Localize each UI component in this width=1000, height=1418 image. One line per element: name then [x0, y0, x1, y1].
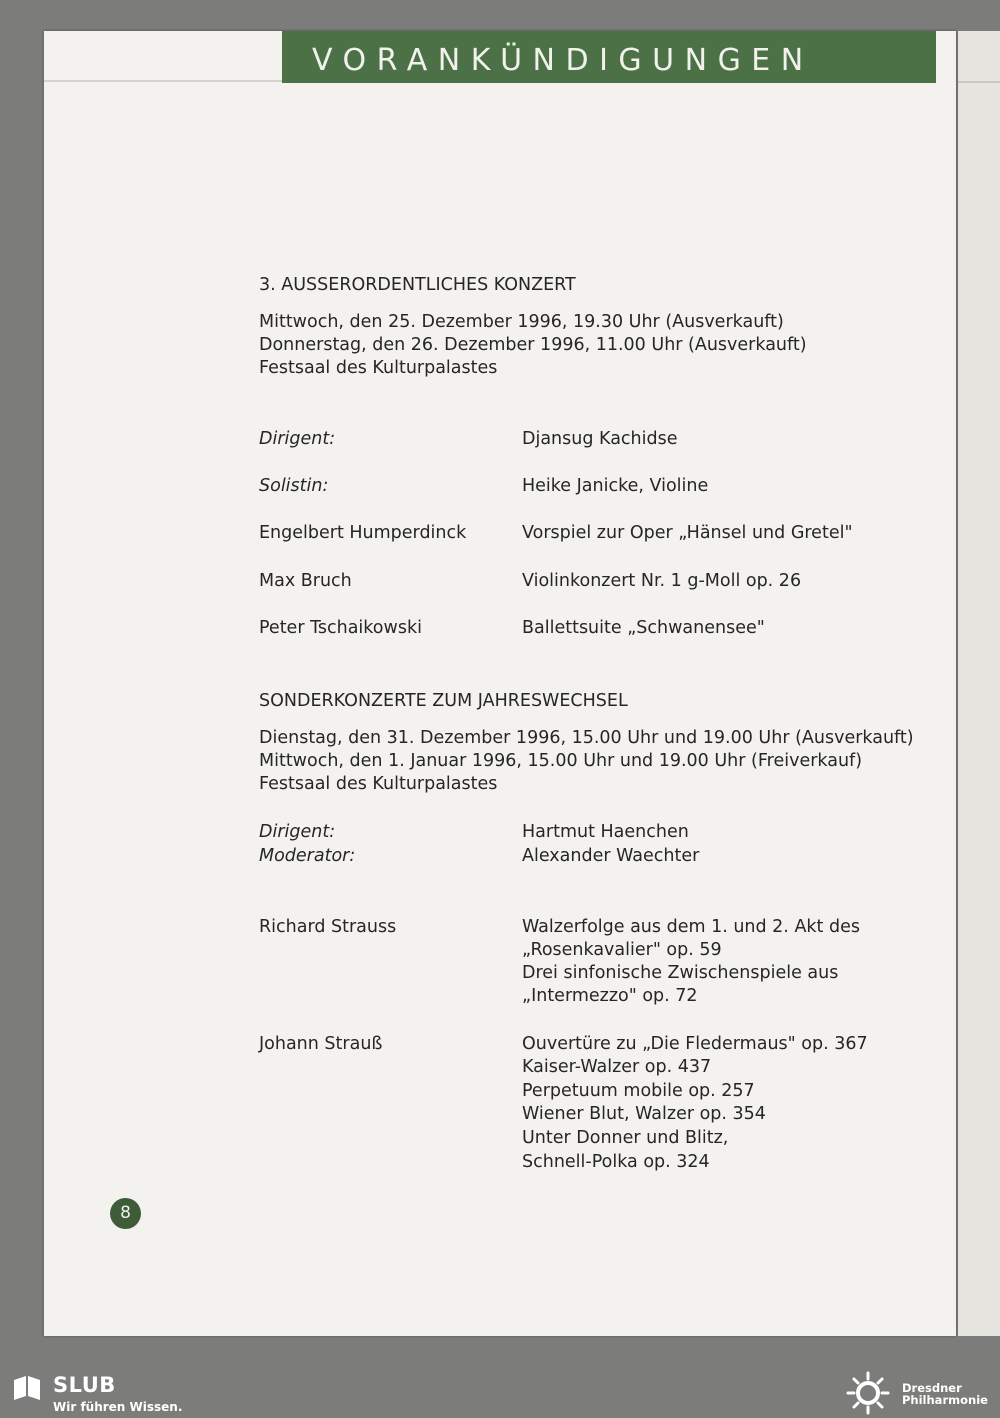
concert2-role-conductor: Dirigent:: [259, 822, 336, 842]
concert2-work-2-line-1: Ouvertüre zu „Die Fledermaus" op. 367: [522, 1034, 868, 1054]
concert2-work-2-line-4: Wiener Blut, Walzer op. 354: [522, 1104, 766, 1124]
concert2-role-moderator: Moderator:: [259, 846, 356, 866]
concert1-conductor-name: Djansug Kachidse: [522, 429, 678, 449]
concert2-date-2: Mittwoch, den 1. Januar 1996, 15.00 Uhr und 19.00 Uhr (Freiverkauf): [259, 751, 863, 771]
concert1-work-3: Ballettsuite „Schwanensee": [522, 618, 765, 638]
viewer-footer: [0, 1368, 1000, 1418]
concert2-date-1: Dienstag, den 31. Dezember 1996, 15.00 Uhr und 19.00 Uhr (Ausverkauft): [259, 728, 914, 748]
orchestra-name-line-2: Philharmonie: [902, 1393, 988, 1407]
concert2-work-2-line-6: Schnell-Polka op. 324: [522, 1152, 710, 1172]
library-tagline: Wir führen Wissen.: [53, 1400, 183, 1414]
page-number: 8: [110, 1198, 141, 1229]
concert1-soloist-name: Heike Janicke, Violine: [522, 476, 709, 496]
concert1-work-2: Violinkonzert Nr. 1 g-Moll op. 26: [522, 571, 802, 591]
concert2-venue: Festsaal des Kulturpalastes: [259, 774, 498, 794]
concert2-work-1-line-1: Walzerfolge aus dem 1. und 2. Akt des: [522, 917, 860, 937]
library-name: SLUB: [53, 1373, 116, 1397]
concert2-composer-2: Johann Strauß: [259, 1034, 383, 1054]
adjacent-page-line: [958, 81, 1000, 83]
concert1-date-1: Mittwoch, den 25. Dezember 1996, 19.30 Uhr (Ausverkauft): [259, 312, 784, 332]
concert1-role-soloist: Solistin:: [259, 476, 329, 496]
document-page: [44, 31, 956, 1336]
concert2-moderator-name: Alexander Waechter: [522, 846, 700, 866]
concert2-work-2-line-2: Kaiser-Walzer op. 437: [522, 1057, 712, 1077]
concert2-work-1-line-3: Drei sinfonische Zwischenspiele aus: [522, 963, 839, 983]
concert1-composer-1: Engelbert Humperdinck: [259, 523, 467, 543]
concert2-title: SONDERKONZERTE ZUM JAHRESWECHSEL: [259, 691, 628, 711]
concert1-date-2: Donnerstag, den 26. Dezember 1996, 11.00 Uhr (Ausverkauft): [259, 335, 807, 355]
header-rule: [44, 80, 282, 82]
orchestra-name-line-1: Dresdner: [902, 1381, 962, 1395]
concert1-composer-3: Peter Tschaikowski: [259, 618, 422, 638]
section-header-band: [282, 31, 936, 83]
orchestra-name: [902, 1382, 988, 1406]
concert1-title: 3. AUSSERORDENTLICHES KONZERT: [259, 275, 576, 295]
slub-logo-icon: [12, 1376, 42, 1400]
concert1-work-1: Vorspiel zur Oper „Hänsel und Gretel": [522, 523, 853, 543]
adjacent-page-edge: [958, 31, 1000, 1336]
concert2-work-2-line-3: Perpetuum mobile op. 257: [522, 1081, 755, 1101]
concert1-role-conductor: Dirigent:: [259, 429, 336, 449]
section-title: VORANKÜNDIGUNGEN: [312, 43, 814, 78]
concert2-work-1-line-4: „Intermezzo" op. 72: [522, 986, 698, 1006]
concert2-composer-1: Richard Strauss: [259, 917, 397, 937]
concert2-conductor-name: Hartmut Haenchen: [522, 822, 689, 842]
concert1-venue: Festsaal des Kulturpalastes: [259, 358, 498, 378]
concert2-work-1-line-2: „Rosenkavalier" op. 59: [522, 940, 722, 960]
dresdner-philharmonie-logo-icon: [842, 1371, 894, 1415]
concert1-composer-2: Max Bruch: [259, 571, 352, 591]
concert2-work-2-line-5: Unter Donner und Blitz,: [522, 1128, 729, 1148]
